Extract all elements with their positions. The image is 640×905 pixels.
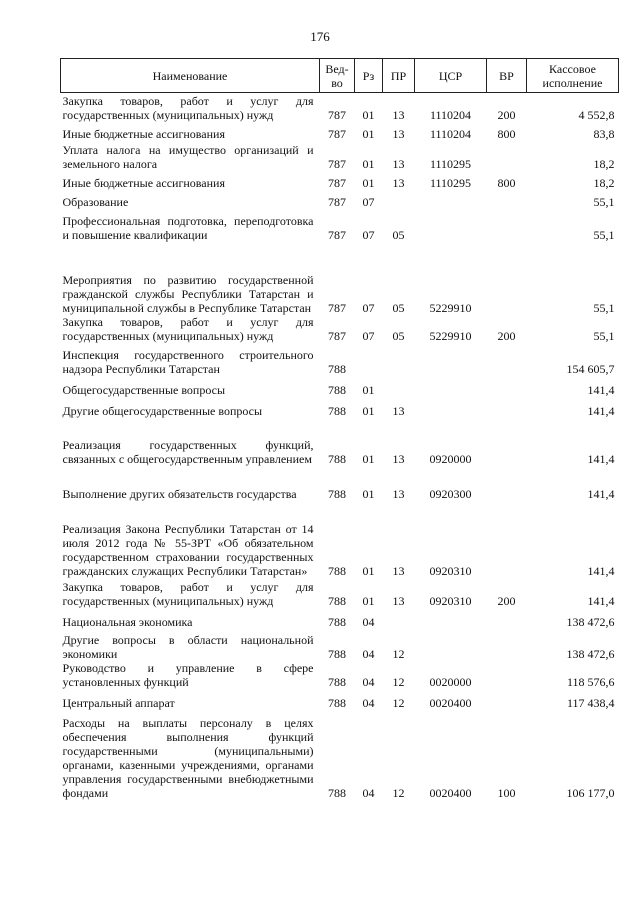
- cell-pr: [383, 343, 415, 376]
- cell-pr: 13: [392, 107, 405, 122]
- cell-rz: 07: [362, 300, 375, 315]
- cell-rz: 01: [362, 403, 375, 418]
- cell-vr: [487, 190, 527, 209]
- cell-pr: 05: [392, 227, 405, 242]
- cell-sum: 141,4: [587, 563, 615, 578]
- cell-pr: 05: [392, 328, 405, 343]
- cell-csr: [415, 190, 487, 209]
- cell-name: Выполнение других обязательств государства: [62, 486, 297, 501]
- table-row: [61, 501, 619, 578]
- table-row: [61, 397, 619, 418]
- cell-csr: 0920000: [429, 451, 472, 466]
- cell-sum: 55,1: [593, 328, 615, 343]
- header-ved-label: Вед- во: [325, 61, 349, 90]
- cell-pr: 13: [392, 593, 405, 608]
- table-row: [61, 689, 619, 710]
- cell-sum: 55,1: [593, 227, 615, 242]
- cell-pr: 12: [392, 646, 405, 661]
- cell-ved: 787: [328, 156, 346, 171]
- cell-name: Реализация Закона Республики Татарстан от 14 июля 2012 года № 55-ЗРТ «Об обязательном государственном страховании государственных гражданских служащих Республики Татарстан»: [62, 521, 314, 578]
- cell-csr: [415, 376, 487, 397]
- cell-rz: 01: [362, 486, 375, 501]
- cell-pr: 12: [392, 695, 405, 710]
- cell-vr: 100: [497, 785, 516, 800]
- cell-sum: 141,4: [587, 593, 615, 608]
- cell-ved: 787: [328, 126, 346, 141]
- cell-sum: 141,4: [587, 382, 615, 397]
- cell-sum: 18,2: [593, 175, 615, 190]
- cell-pr: 13: [392, 175, 405, 190]
- cell-vr: [487, 141, 527, 171]
- cell-rz: 07: [362, 194, 375, 209]
- cell-csr: 0020400: [429, 695, 472, 710]
- cell-pr: 13: [392, 126, 405, 141]
- cell-ved: 787: [328, 107, 346, 122]
- cell-sum: 55,1: [593, 300, 615, 315]
- cell-name: Общегосударственные вопросы: [62, 382, 226, 397]
- cell-sum: 83,8: [593, 126, 615, 141]
- table-row: [61, 171, 619, 190]
- cell-ved: 788: [328, 451, 346, 466]
- cell-name: Закупка товаров, работ и услуг для государственных (муниципальных) нужд: [62, 93, 314, 122]
- cell-name: Образование: [62, 194, 129, 209]
- table-row: [61, 710, 619, 800]
- cell-csr: 1110204: [429, 107, 472, 122]
- header-csr: ЦСР: [415, 59, 487, 93]
- cell-csr: 1110204: [429, 126, 472, 141]
- cell-ved: 787: [328, 328, 346, 343]
- header-sum: Кассовое исполнение: [527, 59, 619, 93]
- cell-vr: [487, 418, 527, 466]
- cell-rz: 04: [362, 674, 375, 689]
- cell-name: Закупка товаров, работ и услуг для государственных (муниципальных) нужд: [62, 579, 314, 608]
- table-row: [61, 629, 619, 661]
- cell-pr: [383, 376, 415, 397]
- cell-csr: 5229910: [429, 300, 472, 315]
- cell-pr: [383, 608, 415, 629]
- table-row: [61, 661, 619, 689]
- cell-vr: [487, 608, 527, 629]
- cell-name: Другие общегосударственные вопросы: [62, 403, 263, 418]
- header-name: Наименование: [61, 59, 320, 93]
- cell-pr: 13: [392, 563, 405, 578]
- cell-csr: [415, 397, 487, 418]
- cell-vr: [487, 343, 527, 376]
- table-row: [61, 209, 619, 242]
- cell-sum: 141,4: [587, 403, 615, 418]
- table-row: [61, 242, 619, 315]
- cell-name: Расходы на выплаты персоналу в целях обеспечения выполнения функций государственными (муниципальными) органами, казенными учреждениями, органами управления государственными внебюджетными фондами: [62, 715, 314, 800]
- cell-csr: 0920310: [429, 563, 472, 578]
- header-vr: ВР: [487, 59, 527, 93]
- cell-sum: 141,4: [587, 451, 615, 466]
- cell-csr: [415, 629, 487, 661]
- cell-name: Иные бюджетные ассигнования: [62, 175, 225, 190]
- budget-table: [60, 58, 619, 800]
- cell-vr: 800: [497, 175, 516, 190]
- cell-rz: 01: [362, 156, 375, 171]
- cell-pr: [383, 190, 415, 209]
- table-row: [61, 578, 619, 608]
- cell-ved: 788: [328, 486, 346, 501]
- cell-ved: 788: [328, 614, 346, 629]
- cell-name: Уплата налога на имущество организаций и земельного налога: [62, 142, 314, 171]
- header-pr: ПР: [383, 59, 415, 93]
- cell-vr: [487, 209, 527, 242]
- cell-csr: [415, 209, 487, 242]
- cell-csr: [415, 608, 487, 629]
- cell-rz: 01: [362, 126, 375, 141]
- cell-vr: [487, 629, 527, 661]
- cell-ved: 788: [328, 646, 346, 661]
- cell-vr: 200: [497, 593, 516, 608]
- cell-csr: 0920310: [429, 593, 472, 608]
- cell-pr: 13: [392, 156, 405, 171]
- cell-ved: 788: [328, 695, 346, 710]
- cell-vr: [487, 466, 527, 501]
- cell-name: Инспекция государственного строительного надзора Республики Татарстан: [62, 347, 314, 376]
- cell-name: Руководство и управление в сфере установленных функций: [62, 660, 314, 689]
- table-row: [61, 466, 619, 501]
- cell-sum: 154 605,7: [566, 361, 615, 376]
- table-row: [61, 315, 619, 343]
- cell-rz: 04: [362, 614, 375, 629]
- cell-csr: 0020400: [429, 785, 472, 800]
- cell-vr: [487, 689, 527, 710]
- cell-rz: 07: [362, 328, 375, 343]
- cell-pr: 13: [392, 451, 405, 466]
- cell-pr: 05: [392, 300, 405, 315]
- cell-rz: 01: [362, 175, 375, 190]
- cell-vr: [487, 661, 527, 689]
- table-row: [61, 93, 619, 122]
- cell-rz: 01: [362, 382, 375, 397]
- cell-ved: 788: [328, 403, 346, 418]
- cell-csr: [415, 343, 487, 376]
- cell-rz: 01: [362, 563, 375, 578]
- cell-name: Иные бюджетные ассигнования: [62, 126, 225, 141]
- cell-name: Закупка товаров, работ и услуг для государственных (муниципальных) нужд: [62, 314, 314, 343]
- cell-rz: [355, 343, 383, 376]
- cell-vr: [487, 501, 527, 578]
- page-number: 176: [310, 29, 330, 44]
- cell-rz: 04: [362, 646, 375, 661]
- cell-name: Мероприятия по развитию государственной гражданской службы Республики Татарстан и муниципальной службы в Республике Татарстан: [62, 272, 314, 315]
- cell-csr: 1110295: [429, 175, 472, 190]
- cell-sum: 55,1: [593, 194, 615, 209]
- cell-ved: 787: [328, 194, 346, 209]
- table-row: [61, 190, 619, 209]
- cell-ved: 788: [328, 785, 346, 800]
- cell-vr: 200: [497, 107, 516, 122]
- cell-sum: 138 472,6: [566, 646, 615, 661]
- cell-name: Реализация государственных функций, связанных с общегосударственным управлением: [62, 437, 314, 466]
- cell-sum: 18,2: [593, 156, 615, 171]
- cell-sum: 4 552,8: [578, 107, 615, 122]
- cell-pr: 12: [392, 674, 405, 689]
- cell-ved: 788: [328, 593, 346, 608]
- cell-vr: 200: [497, 328, 516, 343]
- cell-name: Национальная экономика: [62, 614, 193, 629]
- table-row: [61, 418, 619, 466]
- cell-pr: 13: [392, 403, 405, 418]
- cell-sum: 141,4: [587, 486, 615, 501]
- cell-rz: 01: [362, 107, 375, 122]
- table-row: [61, 343, 619, 376]
- cell-ved: 788: [328, 382, 346, 397]
- cell-vr: [487, 397, 527, 418]
- cell-csr: 5229910: [429, 328, 472, 343]
- cell-name: Другие вопросы в области национальной экономики: [62, 632, 314, 661]
- table-row: [61, 141, 619, 171]
- cell-vr: [487, 242, 527, 315]
- cell-ved: 788: [328, 674, 346, 689]
- cell-ved: 787: [328, 175, 346, 190]
- cell-name: Центральный аппарат: [62, 695, 175, 710]
- cell-ved: 787: [328, 300, 346, 315]
- cell-sum: 117 438,4: [566, 695, 615, 710]
- cell-rz: 07: [362, 227, 375, 242]
- cell-csr: 1110295: [429, 156, 472, 171]
- cell-sum: 138 472,6: [566, 614, 615, 629]
- header-ved: [320, 59, 355, 93]
- cell-ved: 788: [328, 563, 346, 578]
- cell-sum: 118 576,6: [566, 674, 615, 689]
- cell-csr: 0920300: [429, 486, 472, 501]
- cell-rz: 01: [362, 451, 375, 466]
- cell-sum: 106 177,0: [566, 785, 615, 800]
- cell-rz: 04: [362, 695, 375, 710]
- cell-vr: 800: [497, 126, 516, 141]
- cell-rz: 01: [362, 593, 375, 608]
- cell-ved: 787: [328, 227, 346, 242]
- table-row: [61, 376, 619, 397]
- table-row: [61, 608, 619, 629]
- cell-pr: 12: [392, 785, 405, 800]
- table-row: [61, 122, 619, 141]
- header-rz: Рз: [355, 59, 383, 93]
- table-header-row: [61, 59, 619, 93]
- cell-pr: 13: [392, 486, 405, 501]
- cell-vr: [487, 376, 527, 397]
- cell-rz: 04: [362, 785, 375, 800]
- cell-ved: 788: [328, 361, 346, 376]
- cell-csr: 0020000: [429, 674, 472, 689]
- cell-name: Профессиональная подготовка, переподготовка и повышение квалификации: [62, 213, 314, 242]
